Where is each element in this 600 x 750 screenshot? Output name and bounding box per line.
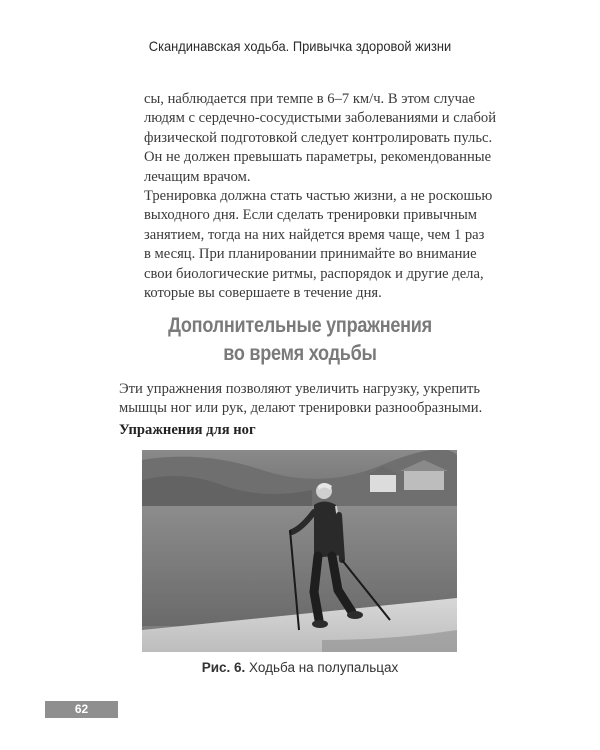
paragraph-2 xyxy=(144,187,493,303)
text-line: физической подготовкой следует контролировать пульс. xyxy=(144,129,493,146)
subheading: Упражнения для ног xyxy=(119,422,256,438)
text-line: Тренировка должна стать частью жизни, а не роскошью xyxy=(144,188,493,204)
caption-label: Рис. 6. xyxy=(201,660,246,675)
caption-text: Ходьба на полупальцах xyxy=(249,660,399,675)
text-line: лечащим врачом. xyxy=(144,168,251,185)
section-heading-line-1: Дополнительные упражнения xyxy=(168,314,432,337)
text-line: Он не должен превышать параметры, рекомендованные xyxy=(144,149,492,166)
page-number: 62 xyxy=(45,701,118,718)
text-line: выходного дня. Если сделать тренировки привычным xyxy=(144,207,478,224)
text-line: занятием, тогда на них найдется время чаще, чем 1 раз xyxy=(144,226,485,243)
text-line: людям с сердечно-сосудистыми заболеваниями и слабой xyxy=(144,110,497,127)
section-heading-line-2: во время ходьбы xyxy=(223,342,377,365)
running-head: Скандинавская ходьба. Привычка здоровой жизни xyxy=(148,38,452,54)
text-line: свои биологические ритмы, распорядок и другие дела, xyxy=(144,265,484,282)
text-line: мышцы ног или рук, делают тренировки разнообразными. xyxy=(119,400,483,417)
text-line: которые вы совершаете в течение дня. xyxy=(144,285,382,302)
section-heading xyxy=(0,312,600,368)
text-line: сы, наблюдается при темпе в 6–7 км/ч. В этом случае xyxy=(144,91,475,107)
paragraph-1 xyxy=(144,90,497,187)
text-line: Эти упражнения позволяют увеличить нагрузку, укрепить xyxy=(119,381,480,397)
text-line: в месяц. При планировании принимайте во внимание xyxy=(144,246,477,263)
intro-paragraph xyxy=(119,380,483,419)
nordic-walking-photo xyxy=(142,450,457,652)
figure-photo xyxy=(142,450,457,652)
figure-caption xyxy=(0,660,600,675)
